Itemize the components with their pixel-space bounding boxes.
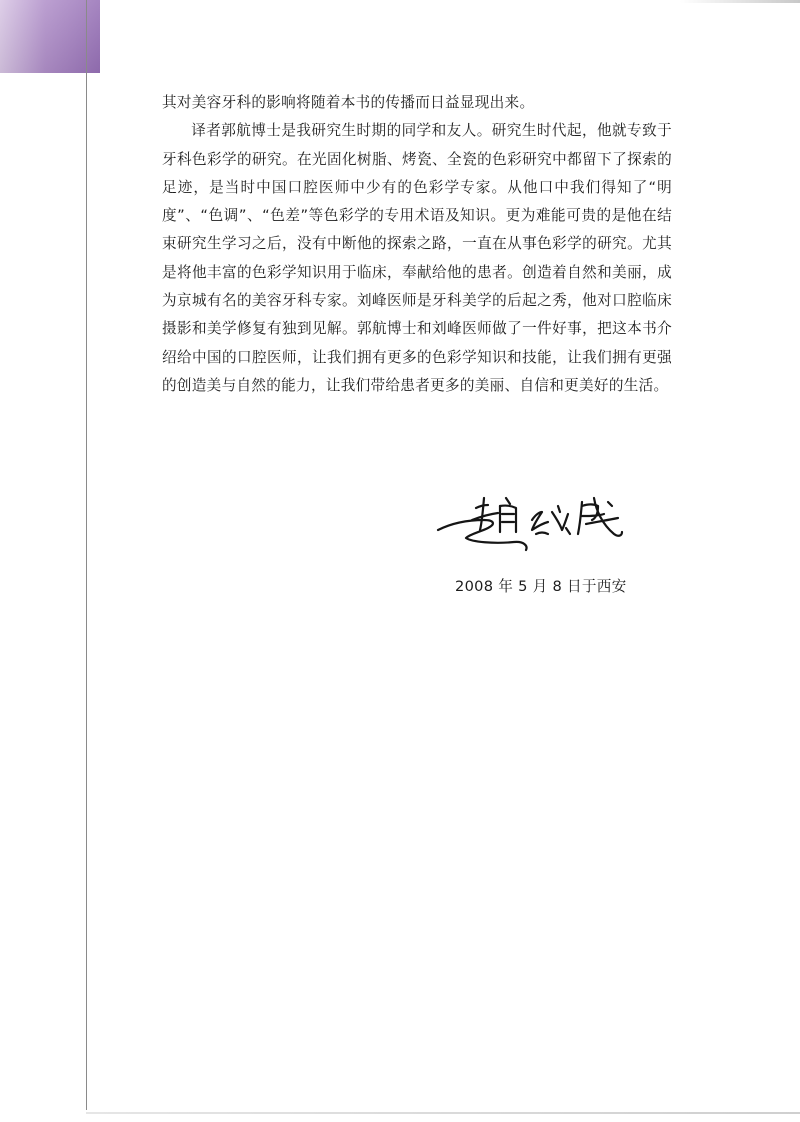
purple-corner-tab	[0, 0, 100, 73]
paragraph-translator-intro: 译者郭航博士是我研究生时期的同学和友人。研究生时代起，他就专致于牙科色彩学的研究。在光固化树脂、烤瓷、全瓷的色彩研究中都留下了探索的足迹，是当时中国口腔医师中少有的色彩学专家。从他口中我们得知了“明度”、“色调”、“色差”等色彩学的专用术语及知识。更为难能可贵的是他在结束研究生学习之后，没有中断他的探索之路，一直在从事色彩学的研究。尤其是将他丰富的色彩学知识用于临床，奉献给他的患者。创造着自然和美丽，成为京城有名的美容牙科专家。刘峰医师是牙科美学的后起之秀，他对口腔临床摄影和美学修复有独到见解。郭航博士和刘峰医师做了一件好事，把这本书介绍给中国的口腔医师，让我们拥有更多的色彩学知识和技能，让我们拥有更强的创造美与自然的能力，让我们带给患者更多的美丽、自信和更美好的生活。	[162, 122, 672, 394]
date-place-line: 2008 年 5 月 8 日于西安	[455, 578, 627, 595]
paragraph-continuation: 其对美容牙科的影响将随着本书的传播而日益显现出来。	[162, 94, 535, 111]
preface-text	[162, 89, 672, 400]
page-gutter-line	[86, 0, 87, 1110]
handwritten-signature	[436, 490, 636, 560]
top-edge-shadow	[680, 0, 800, 3]
bottom-edge-shadow	[86, 1112, 800, 1114]
